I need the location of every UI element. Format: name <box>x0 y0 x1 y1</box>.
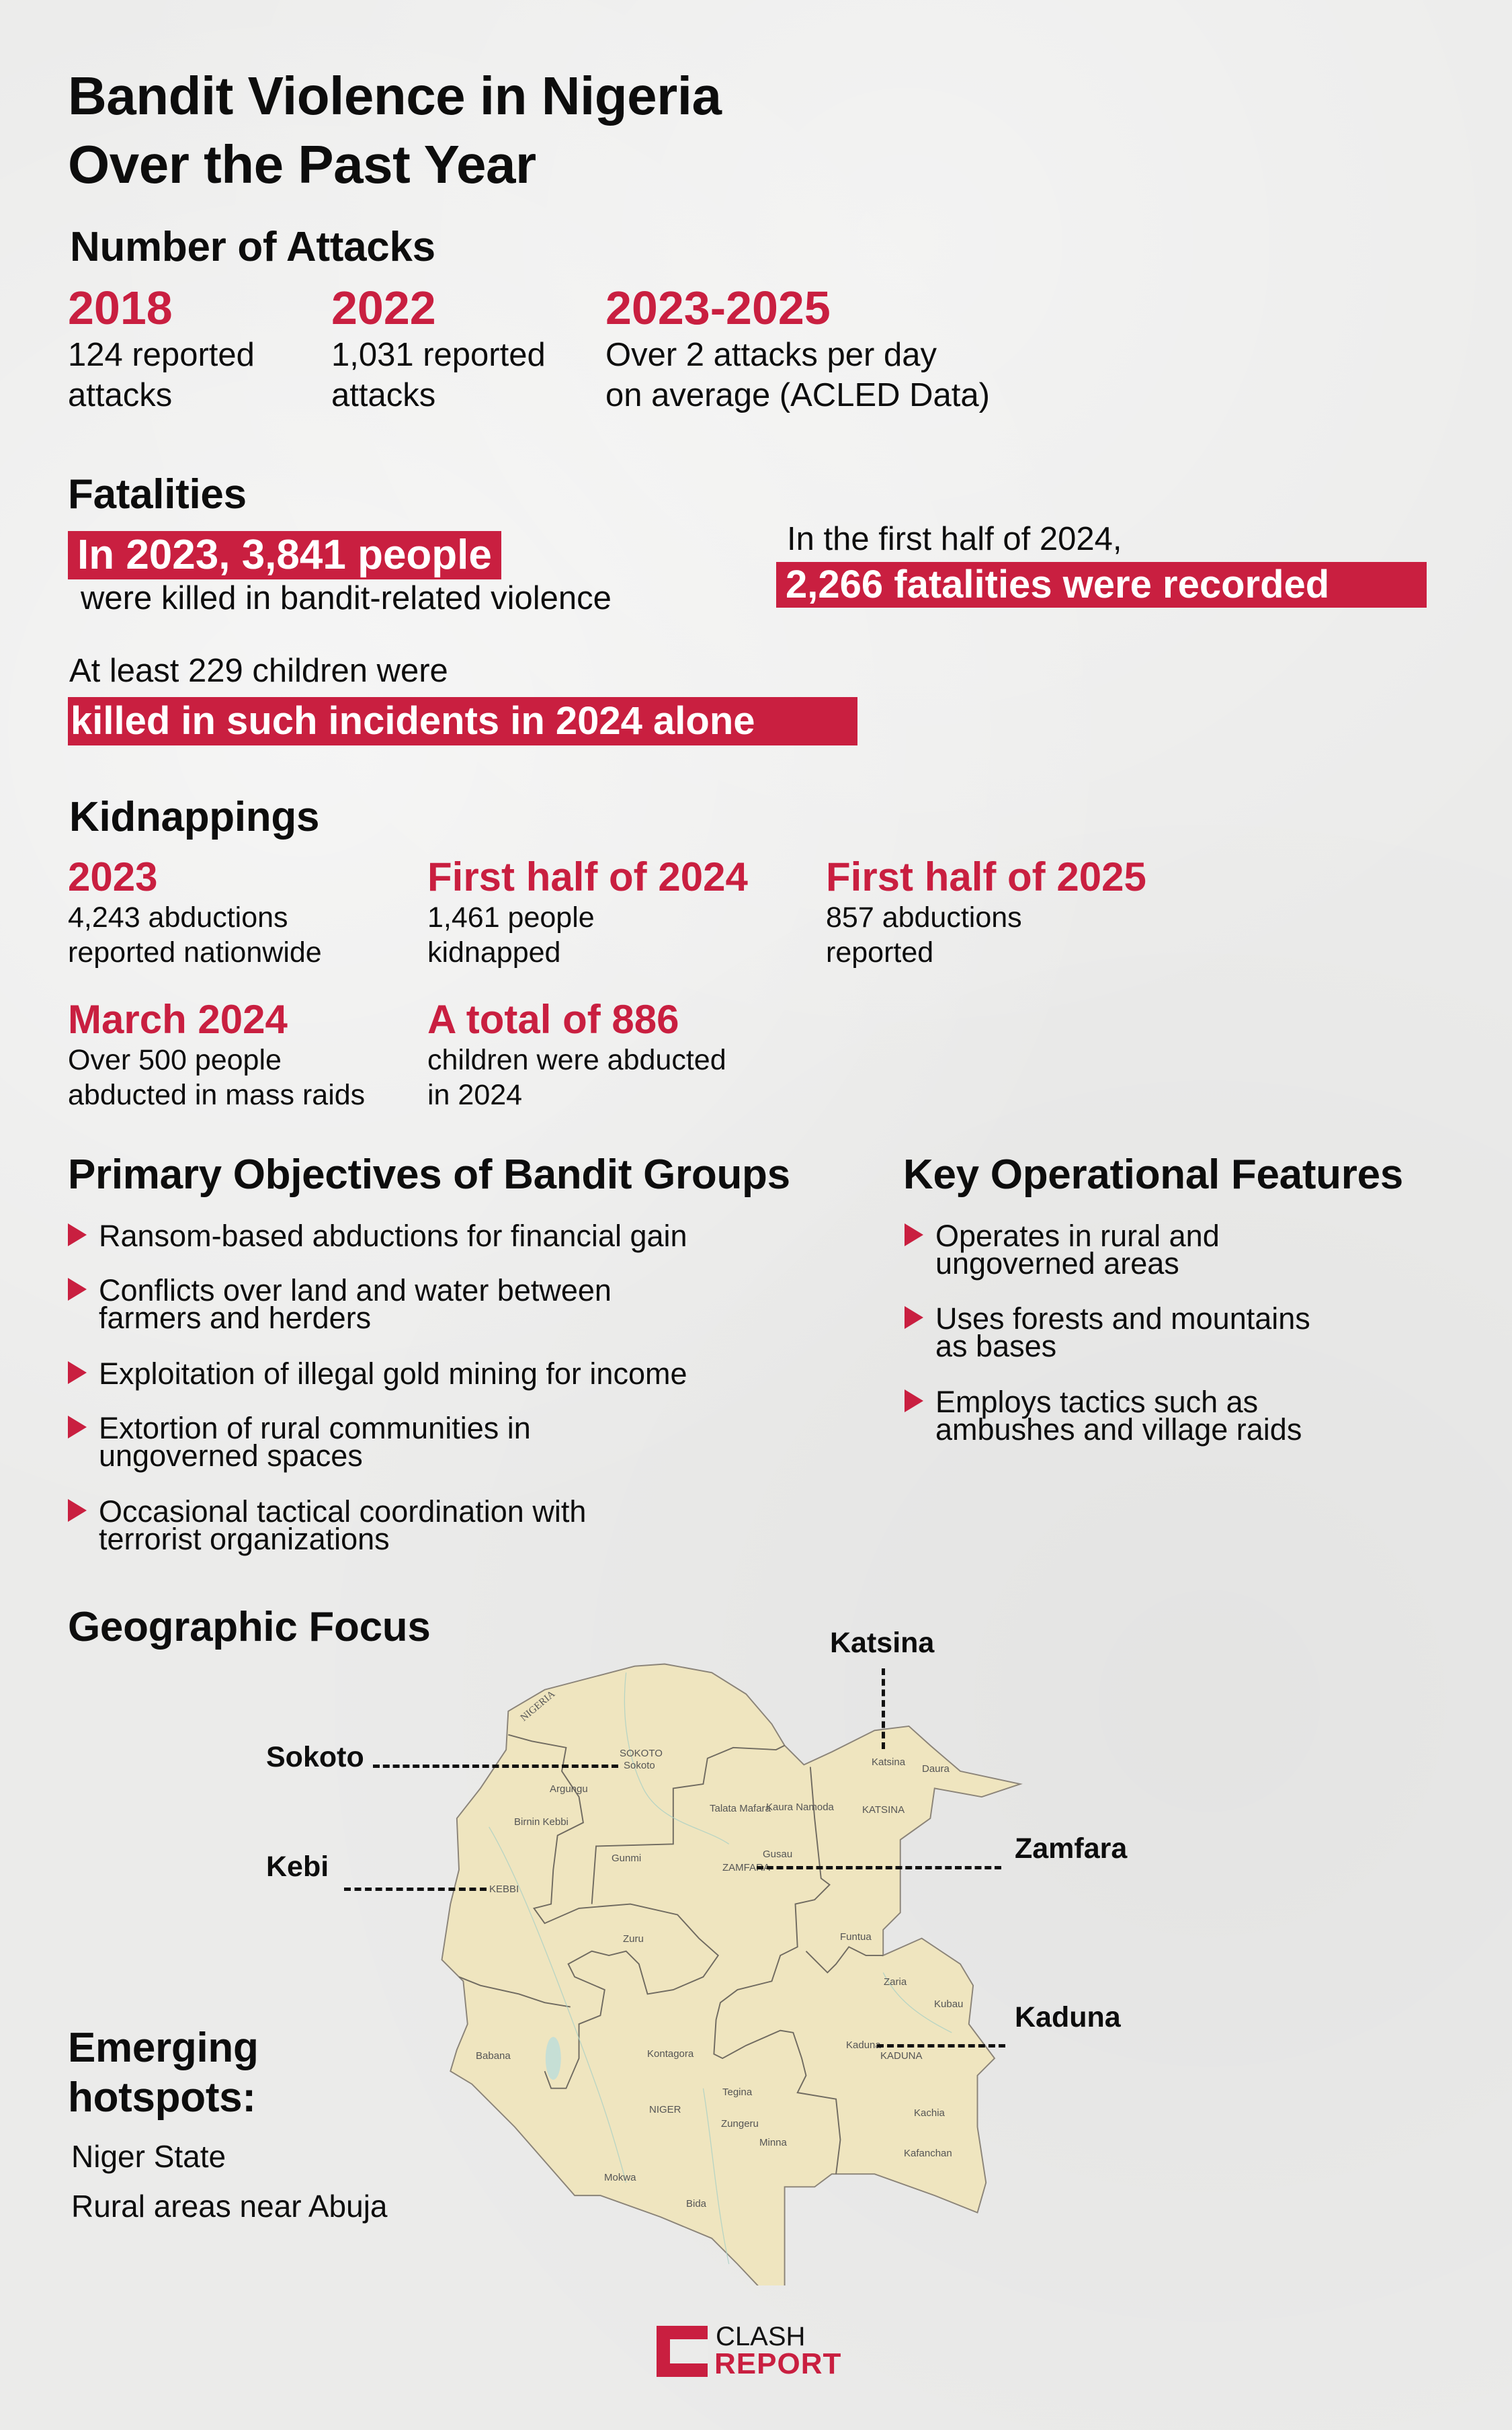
kidnap-text: children were abducted in 2024 <box>427 1044 726 1111</box>
label-kaduna: Kaduna <box>1015 2001 1121 2033</box>
map-region <box>442 1664 1021 2285</box>
children-killed-text: At least 229 children were <box>69 653 448 689</box>
map-svg <box>403 1647 1075 2285</box>
title-line-1: Bandit Violence in Nigeria <box>68 66 722 126</box>
kidnappings-heading: Kidnappings <box>69 794 320 840</box>
map-town-label: Mokwa <box>604 2172 636 2183</box>
map-town-label: Kaura Namoda <box>766 1801 834 1813</box>
map-town-label: Babana <box>476 2050 511 2062</box>
map-town-label: Katsina <box>872 1756 906 1768</box>
attacks-heading: Number of Attacks <box>70 224 435 270</box>
logo-mark-icon <box>657 2326 708 2377</box>
children-killed-highlight: killed in such incidents in 2024 alone <box>68 697 857 745</box>
zamfara-leader-line <box>757 1866 1001 1869</box>
attack-stat-2022 <box>331 281 546 415</box>
map-town-label: Zungeru <box>721 2118 759 2130</box>
map-town-label: Kafanchan <box>904 2148 952 2159</box>
kidnap-title: March 2024 <box>68 997 288 1042</box>
attack-stat-2023-2025 <box>605 281 990 415</box>
map-town-label: KATSINA <box>862 1804 905 1816</box>
hotspot-item: Niger State <box>71 2139 226 2174</box>
kidnap-text: 1,461 people kidnapped <box>427 901 595 969</box>
map-town-label: Birnin Kebbi <box>514 1816 569 1828</box>
feature-item: Uses forests and mountains as bases <box>905 1305 1310 1360</box>
label-kebi: Kebi <box>266 1851 329 1883</box>
kidnap-stat <box>427 854 748 970</box>
northwest-nigeria-map <box>403 1647 1075 2285</box>
clash-report-logo <box>657 2322 858 2380</box>
fatalities-2024-text: In the first half of 2024, <box>787 521 1122 557</box>
map-town-label: Zaria <box>884 1976 907 1988</box>
attack-year: 2022 <box>331 282 436 334</box>
logo-clash: CLASH <box>716 2322 806 2351</box>
kidnap-title: First half of 2025 <box>826 854 1146 899</box>
arrow-bullet-icon <box>905 1389 923 1412</box>
arrow-bullet-icon <box>68 1361 87 1384</box>
hotspots-heading: Emerging hotspots: <box>68 2025 259 2121</box>
arrow-bullet-icon <box>905 1223 923 1246</box>
objective-item: Conflicts over land and water between farmers and herders <box>68 1277 612 1332</box>
arrow-bullet-icon <box>68 1499 87 1522</box>
feature-item: Employs tactics such as ambushes and village raids <box>905 1388 1302 1443</box>
kidnap-stat <box>68 854 322 970</box>
kidnap-stat <box>427 996 726 1112</box>
kidnap-text: 857 abductions reported <box>826 901 1022 969</box>
objective-item: Ransom-based abductions for financial gain <box>68 1222 687 1250</box>
kidnap-title: A total of 886 <box>427 997 679 1042</box>
objective-item: Exploitation of illegal gold mining for income <box>68 1360 687 1387</box>
label-katsina: Katsina <box>830 1627 935 1659</box>
label-sokoto: Sokoto <box>266 1741 364 1773</box>
title-line-2: Over the Past Year <box>68 134 536 194</box>
attack-stat-2018 <box>68 281 255 415</box>
map-town-label: Kachia <box>914 2107 945 2119</box>
attack-year: 2023-2025 <box>605 282 831 334</box>
arrow-bullet-icon <box>68 1416 87 1439</box>
page-title <box>68 62 721 199</box>
map-town-label: Kontagora <box>647 2048 694 2060</box>
fatalities-2024-highlight: 2,266 fatalities were recorded <box>776 562 1427 608</box>
map-town-label: Zuru <box>623 1933 644 1945</box>
map-town-label: KADUNA <box>880 2050 923 2062</box>
map-town-label: Minna <box>759 2137 787 2148</box>
kaduna-leader-line <box>877 2044 1005 2048</box>
sokoto-leader-line <box>373 1765 618 1768</box>
map-town-label: Bida <box>686 2198 707 2210</box>
map-town-label: ZAMFARA <box>722 1862 770 1873</box>
kidnap-stat <box>68 996 365 1112</box>
kebi-leader-line <box>344 1888 487 1891</box>
map-town-label: Tegina <box>722 2087 753 2098</box>
objective-item: Extortion of rural communities in ungoverned spaces <box>68 1414 531 1469</box>
arrow-bullet-icon <box>68 1278 87 1301</box>
fatalities-2023-highlight: In 2023, 3,841 people <box>68 531 501 579</box>
objective-item: Occasional tactical coordination with terrorist organizations <box>68 1498 586 1553</box>
katsina-leader-line <box>882 1668 885 1749</box>
map-town-label: Gunmi <box>612 1853 642 1864</box>
arrow-bullet-icon <box>905 1306 923 1329</box>
arrow-bullet-icon <box>68 1223 87 1246</box>
label-zamfara: Zamfara <box>1015 1832 1128 1865</box>
map-town-label: NIGERIA <box>518 1689 558 1724</box>
map-town-label: KEBBI <box>489 1884 519 1895</box>
kidnap-stat <box>826 854 1146 970</box>
kidnap-title: First half of 2024 <box>427 854 748 899</box>
map-town-label: Talata Mafara <box>710 1803 771 1814</box>
fatalities-2023-text: were killed in bandit-related violence <box>81 580 612 616</box>
geo-heading: Geographic Focus <box>68 1604 431 1650</box>
attack-text: 1,031 reported attacks <box>331 337 546 413</box>
map-town-label: Daura <box>922 1763 950 1775</box>
map-town-label: Argungu <box>550 1783 588 1795</box>
map-town-label: Kubau <box>934 1998 964 2010</box>
kidnap-text: Over 500 people abducted in mass raids <box>68 1044 366 1111</box>
map-town-label: SOKOTO <box>620 1748 663 1759</box>
objectives-heading: Primary Objectives of Bandit Groups <box>68 1151 790 1198</box>
attack-year: 2018 <box>68 282 173 334</box>
lake-kainji <box>546 2037 561 2080</box>
attack-text: Over 2 attacks per day on average (ACLED Data) <box>605 337 990 413</box>
features-heading: Key Operational Features <box>903 1151 1403 1198</box>
feature-item: Operates in rural and ungoverned areas <box>905 1222 1220 1277</box>
kidnap-title: 2023 <box>68 854 158 899</box>
map-town-label: Funtua <box>840 1931 872 1943</box>
map-town-label: Gusau <box>763 1849 793 1860</box>
map-town-label: Kaduna <box>846 2039 881 2051</box>
attack-text: 124 reported attacks <box>68 337 255 413</box>
logo-report: REPORT <box>714 2347 842 2380</box>
kidnap-text: 4,243 abductions reported nationwide <box>68 901 322 969</box>
map-town-label: Sokoto <box>624 1760 655 1771</box>
hotspot-item: Rural areas near Abuja <box>71 2189 388 2224</box>
fatalities-heading: Fatalities <box>68 471 247 518</box>
map-town-label: NIGER <box>649 2104 681 2115</box>
